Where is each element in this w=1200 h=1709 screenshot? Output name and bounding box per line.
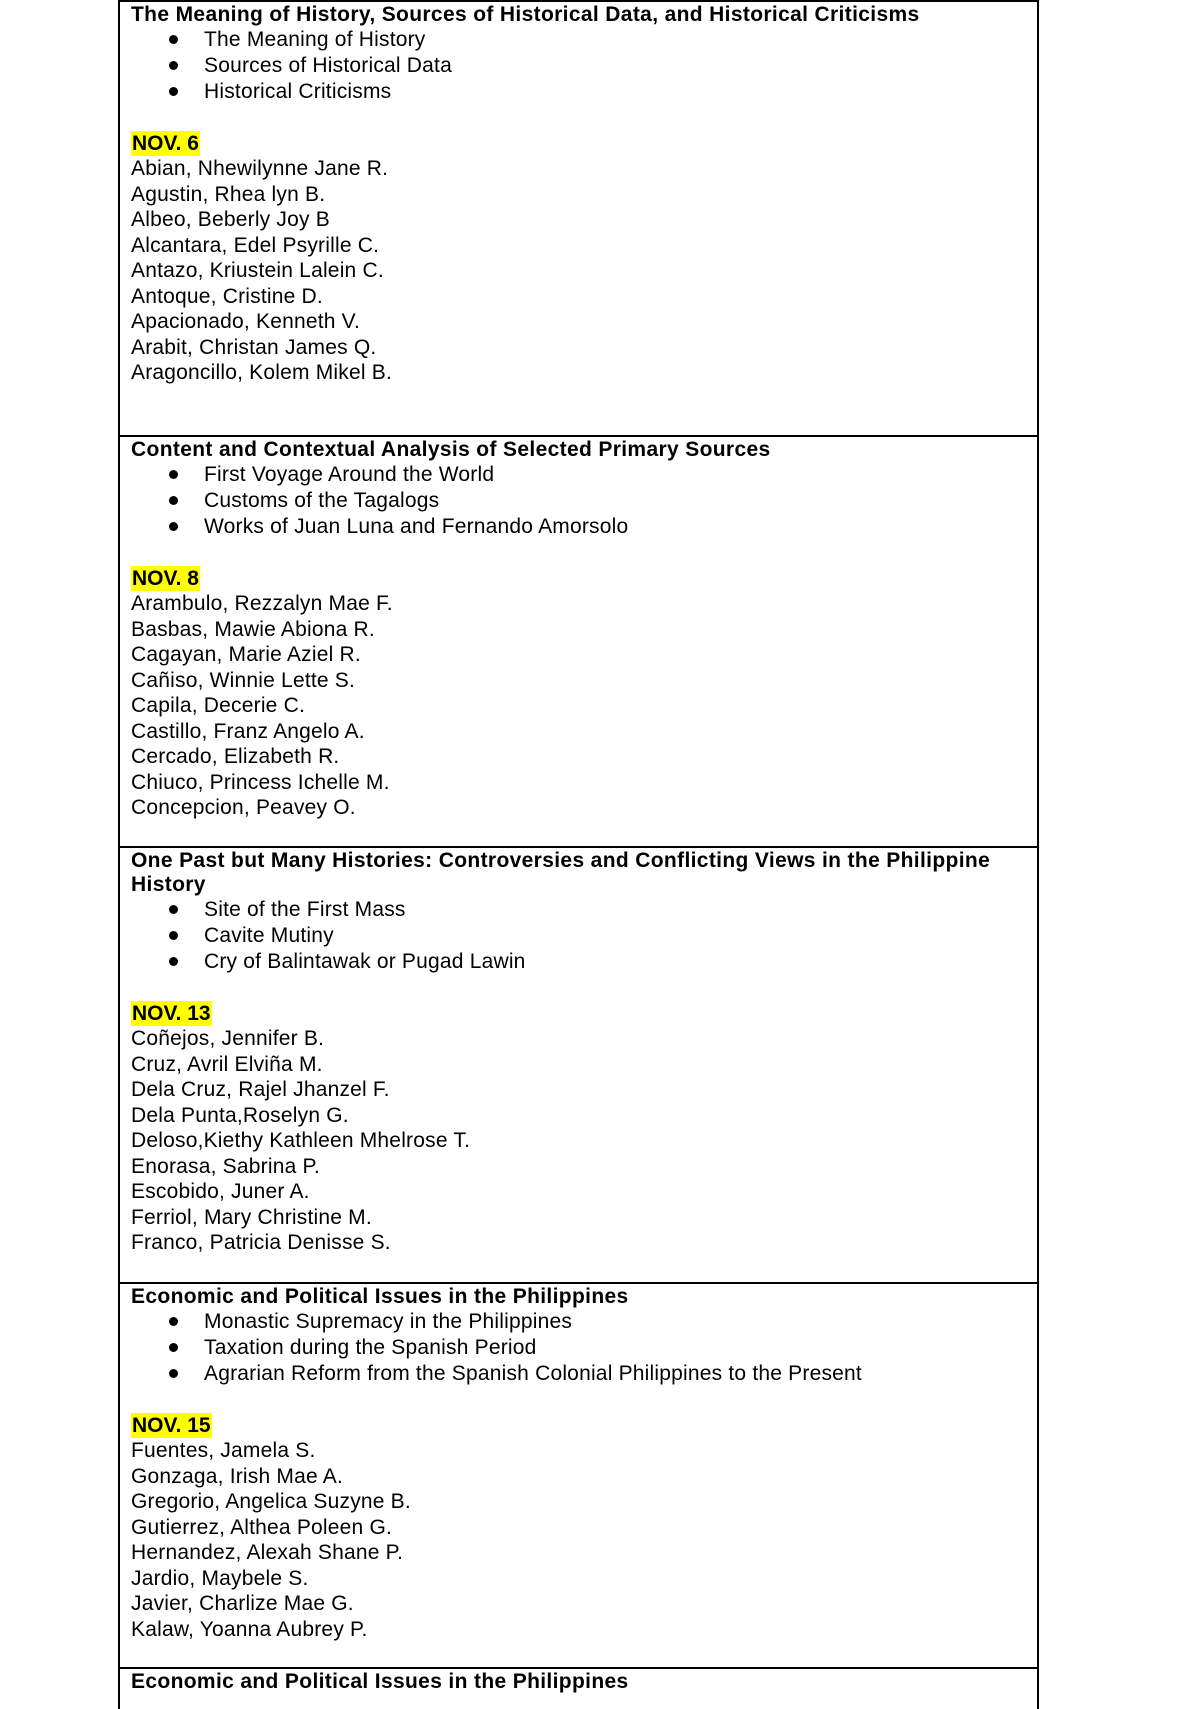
topic-list — [131, 462, 1027, 540]
topic-item: First Voyage Around the World — [204, 462, 1027, 488]
student-name: Albeo, Beberly Joy B — [131, 208, 330, 231]
student-name: Ferriol, Mary Christine M. — [131, 1205, 372, 1229]
student-name: Aragoncillo, Kolem Mikel B. — [131, 361, 392, 384]
student-name: Gutierrez, Althea Poleen G. — [131, 1515, 393, 1539]
topic-item: Monastic Supremacy in the Philippines — [204, 1309, 1027, 1335]
schedule-section — [118, 1284, 1039, 1669]
presentation-date: NOV. 13 — [132, 1002, 211, 1025]
student-list — [131, 1438, 1027, 1642]
student-name: Deloso,Kiethy Kathleen Mhelrose T. — [131, 1129, 471, 1152]
presentation-date: NOV. 8 — [132, 567, 199, 590]
topic-item: Site of the First Mass — [204, 897, 1027, 923]
student-name: Agustin, Rhea lyn B. — [131, 182, 326, 206]
topic-item: Customs of the Tagalogs — [204, 488, 1027, 514]
topic-item: Agrarian Reform from the Spanish Colonial Philippines to the Present — [204, 1361, 1027, 1387]
student-name: Capila, Decerie C. — [131, 694, 305, 717]
student-name: Cañiso, Winnie Lette S. — [131, 668, 356, 692]
topic-item: Works of Juan Luna and Fernando Amorsolo — [204, 514, 1027, 540]
topic-item: Cry of Balintawak or Pugad Lawin — [204, 949, 1027, 975]
student-name: Hernandez, Alexah Shane P. — [131, 1541, 404, 1564]
student-name: Kalaw, Yoanna Aubrey P. — [131, 1617, 368, 1641]
section-title: Economic and Political Issues in the Philippines — [131, 1285, 629, 1308]
topic-item: Cavite Mutiny — [204, 923, 1027, 949]
student-name: Dela Punta,Roselyn G. — [131, 1103, 349, 1127]
student-name: Fuentes, Jamela S. — [131, 1439, 316, 1462]
presentation-date: NOV. 6 — [132, 132, 199, 155]
topic-list — [131, 27, 1027, 105]
student-list — [131, 591, 1027, 821]
presentation-date: NOV. 15 — [132, 1414, 211, 1437]
student-name: Antoque, Cristine D. — [131, 284, 323, 308]
schedule-section — [118, 0, 1039, 437]
topic-list — [131, 897, 1027, 975]
schedule-section — [118, 848, 1039, 1284]
student-name: Franco, Patricia Denisse S. — [131, 1231, 391, 1254]
section-title: The Meaning of History, Sources of Historical Data, and Historical Criticisms — [131, 3, 920, 26]
student-name: Chiuco, Princess Ichelle M. — [131, 770, 390, 794]
schedule-section — [118, 437, 1039, 848]
topic-list — [131, 1309, 1027, 1387]
student-name: Javier, Charlize Mae G. — [131, 1592, 354, 1615]
student-name: Cruz, Avril Elviña M. — [131, 1052, 323, 1076]
student-name: Enorasa, Sabrina P. — [131, 1154, 321, 1178]
student-name: Coñejos, Jennifer B. — [131, 1027, 325, 1050]
student-name: Gregorio, Angelica Suzyne B. — [131, 1490, 411, 1513]
student-name: Concepcion, Peavey O. — [131, 796, 356, 819]
schedule-table — [118, 0, 1039, 1709]
student-name: Abian, Nhewilynne Jane R. — [131, 157, 389, 180]
section-title: Economic and Political Issues in the Philippines — [131, 1670, 629, 1693]
schedule-section — [118, 1669, 1039, 1709]
student-list — [131, 1026, 1027, 1256]
student-list — [131, 156, 1027, 386]
student-name: Castillo, Franz Angelo A. — [131, 719, 365, 743]
student-name: Apacionado, Kenneth V. — [131, 310, 360, 333]
topic-item: Taxation during the Spanish Period — [204, 1335, 1027, 1361]
student-name: Arambulo, Rezzalyn Mae F. — [131, 592, 393, 615]
student-name: Cercado, Elizabeth R. — [131, 745, 340, 768]
section-title: Content and Contextual Analysis of Selected Primary Sources — [131, 438, 771, 461]
section-title: One Past but Many Histories: Controversies and Conflicting Views in the Philippine History — [131, 849, 991, 896]
student-name: Arabit, Christan James Q. — [131, 335, 377, 359]
student-name: Alcantara, Edel Psyrille C. — [131, 233, 380, 257]
student-name: Antazo, Kriustein Lalein C. — [131, 259, 384, 282]
topic-item: Historical Criticisms — [204, 79, 1027, 105]
student-name: Cagayan, Marie Aziel R. — [131, 643, 361, 666]
student-name: Escobido, Juner A. — [131, 1180, 310, 1203]
student-name: Jardio, Maybele S. — [131, 1566, 309, 1590]
topic-item: The Meaning of History — [204, 27, 1027, 53]
student-name: Basbas, Mawie Abiona R. — [131, 617, 375, 641]
topic-item: Sources of Historical Data — [204, 53, 1027, 79]
student-name: Gonzaga, Irish Mae A. — [131, 1464, 343, 1488]
student-name: Dela Cruz, Rajel Jhanzel F. — [131, 1078, 390, 1101]
